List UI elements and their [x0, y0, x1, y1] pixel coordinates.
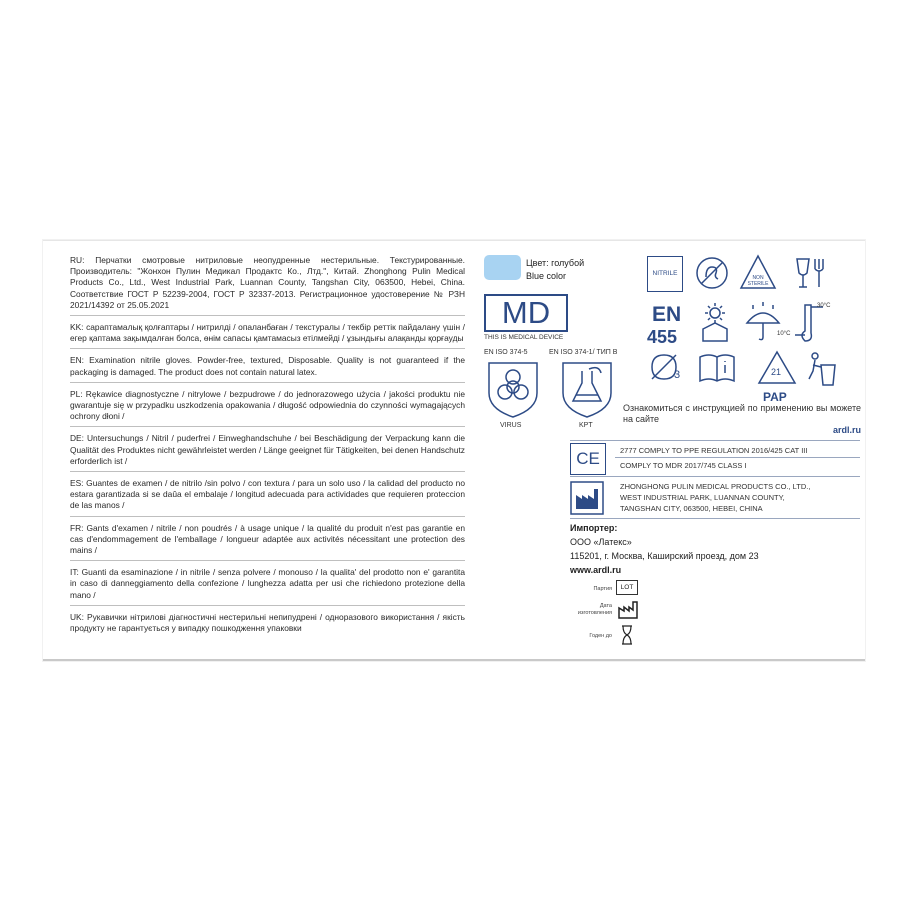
paragraph-en: EN: Examination nitrile gloves. Powder-free, textured, Disposable. Quality is not guaranteed if the packaging is damaged. The product does not contain natural latex. — [70, 355, 465, 382]
instructions-text — [623, 403, 861, 436]
paragraph-es: ES: Guantes de examen / de nitrilo /sin polvo / con textura / para un solo uso / la calidad del producto no estara garantizada si se daûa el embalaje / longitud adecuada para actividades que requieren proteccion de las manos / — [70, 478, 465, 517]
paragraph-pl: PL: Rękawice diagnostyczne / nitrylowe / bezpudrowe / do jednorazowego użycia / jakości produktu nie gwarantuje się w przypadku uszkodzenia opakowania / długość odpowiednia do czynności wymagających ochrony dłoni / — [70, 389, 465, 428]
importer-site: www.ardl.ru — [570, 565, 622, 575]
color-swatch — [484, 255, 521, 280]
manufacturer-line-3: TANGSHAN CITY, 063500, HEBEI, CHINA — [620, 504, 763, 513]
kpt-caption: KPT — [579, 422, 593, 429]
temp-high-label: 30°C — [817, 303, 831, 309]
package-panel — [43, 240, 865, 661]
instructions-site: ardl.ru — [832, 425, 861, 435]
recycle-code: PAP — [763, 390, 787, 404]
lot-label: Партия — [593, 586, 612, 592]
multilingual-text — [70, 255, 465, 644]
manufacturer-line-1: ZHONGHONG PULIN MEDICAL PRODUCTS CO., LTD., — [620, 482, 811, 491]
importer-address: 115201, г. Москва, Каширский проезд, дом 23 — [570, 551, 759, 561]
importer-block — [570, 521, 759, 577]
ce-mark: CE — [570, 443, 606, 475]
virus-caption: VIRUS — [500, 422, 522, 429]
manufacture-date-icon — [617, 600, 639, 620]
food-contact-icon — [791, 255, 827, 291]
paragraph-de: DE: Untersuchungs / Nitril / puderfrei / Einweghandschuhe / bei Beschädigung der Verpackung kann die Qualität des Produktes nicht gewährleistet werden / Länge geeignet für Tätigkeiten, bei denen Handschutz erforderlich ist / — [70, 433, 465, 472]
temp-low-label: 10°C — [777, 331, 791, 337]
non-sterile-label: NON STERILE — [747, 275, 769, 287]
ozone-subscript: 3 — [674, 369, 681, 381]
regulation-line-1: 2777 COMPLY TO PPE REGULATION 2016/425 CAT III — [620, 446, 808, 455]
en-number: 455 — [647, 327, 678, 347]
instructions-body: Ознакомиться с инструкцией по применению вы можете на сайте — [623, 403, 861, 424]
regulation-line-2: COMPLY TO MDR 2017/745 CLASS I — [620, 461, 747, 470]
paragraph-fr: FR: Gants d'examen / nitrile / non poudrés / à usage unique / la qualité du produit n'est pas garantie en cas d'endommagement de l'emballage / longueur adaptée aux activités nécessitant une protection des mains / — [70, 523, 465, 562]
color-label-ru: Цвет: голубой — [526, 258, 585, 268]
nitrile-icon: NITRILE — [647, 256, 683, 292]
divider — [615, 457, 860, 458]
keep-away-from-sunlight-icon — [695, 301, 735, 345]
dispose-in-bin-icon — [807, 351, 837, 389]
biohazard-shield-icon — [485, 359, 541, 419]
manufacture-date-label: Дата изготовления — [577, 603, 612, 616]
chemical-flask-shield-icon — [559, 359, 615, 419]
importer-name: ООО «Латекс» — [570, 537, 632, 547]
manufacturer-line-2: WEST INDUSTRIAL PARK, LUANNAN COUNTY, — [620, 493, 785, 502]
md-caption: THIS IS MEDICAL DEVICE — [484, 334, 564, 341]
color-label-en: Blue color — [526, 271, 567, 281]
en-label: EN — [652, 303, 682, 326]
importer-title: Импортер: — [570, 523, 618, 533]
hourglass-icon — [620, 624, 634, 646]
divider — [570, 440, 860, 441]
paragraph-ru: RU: Перчатки смотровые нитриловые неопудренные нестерильные. Текстурированные. Производитель: "Жонхон Пулин Медикал Продактс Ко., Лтд.", Китай. Zhonghong Pulin Medical Products Co., Ltd., West Industrial Park, Luannan County, Tangshan City, 063500, Hebei, China. Соответствие ГОСТ Р 52239-2004, ГОСТ Р 32337-2013. Регистрационное удостоверение № РЗН 2021/14392 от 25.05.2021 — [70, 255, 465, 316]
expiry-date-label: Годен до — [589, 633, 612, 639]
do-not-reuse-icon — [694, 255, 730, 291]
manufacturer-address — [620, 481, 810, 514]
md-mark: MD — [484, 294, 568, 332]
recycle-number: 21 — [771, 367, 782, 377]
paragraph-kk: KK: сараптамалық қолғаптары / нитрилді / опаланбаған / текстуралы / текбір реттік пайдалану үшін / егер қаптама зақымдалған болса, өнім сапасы қамтамасыз етілмейді / ұзындығы алақанды қорғауды — [70, 322, 465, 349]
manufacturer-icon — [570, 481, 604, 515]
consult-instructions-icon — [697, 351, 737, 385]
paragraph-uk: UK: Рукавички нітрилові діагностичні нестерильні непипудрені / одноразового використання / якість продукту не гарантується у випадку пошкодження упаковки — [70, 611, 465, 634]
color-label — [526, 257, 584, 283]
paragraph-it: IT: Guanti da esaminazione / in nitrile / senza polvere / monouso / la qualita' del prodotto non e' garantita in caso di danneggiamento della confezione / lunghezza adatta per usi che richiedono protezione della mano / — [70, 567, 465, 606]
divider — [570, 476, 860, 477]
standard-left-label: EN ISO 374-5 — [484, 349, 528, 356]
divider — [570, 518, 860, 519]
lot-box: LOT — [616, 580, 638, 595]
standard-right-label: EN ISO 374-1/ ТИП В — [549, 349, 618, 356]
